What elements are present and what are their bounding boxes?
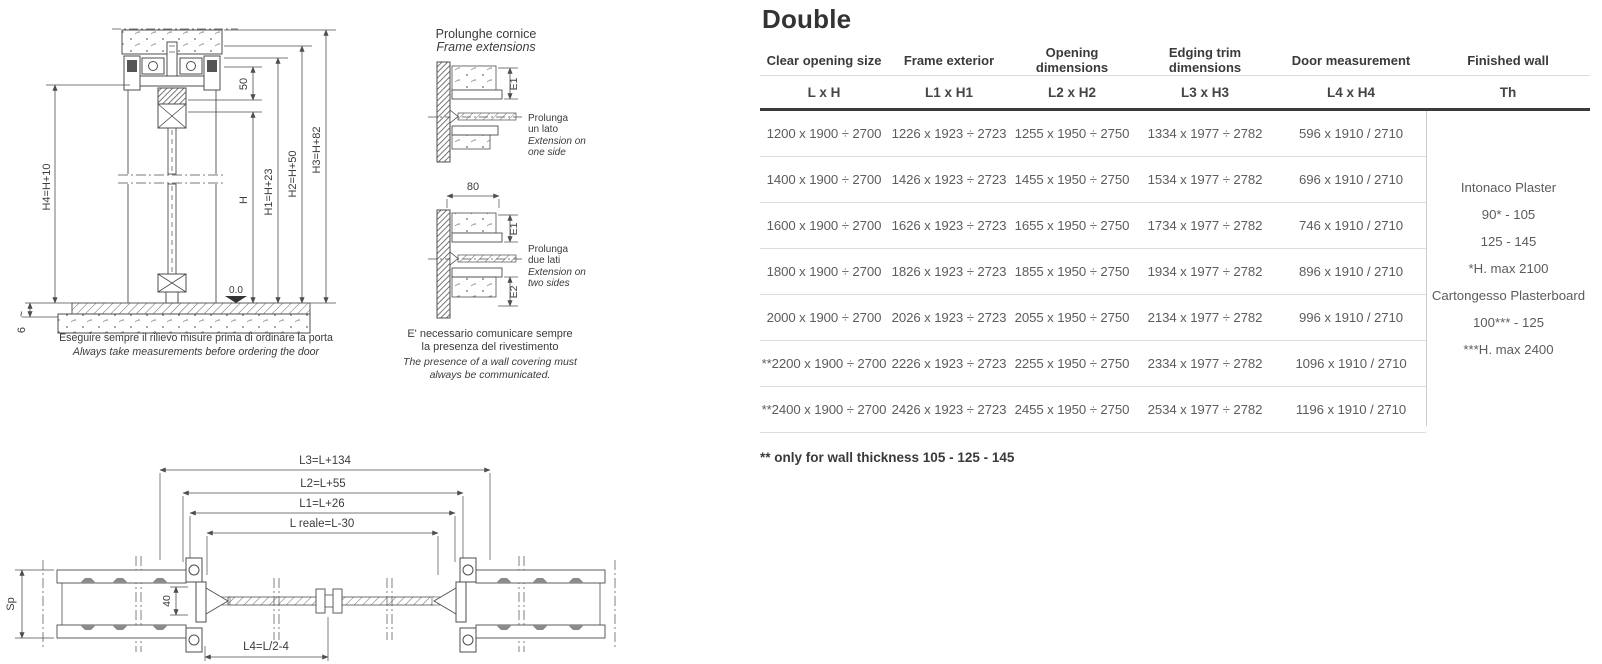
table-cell: 1400 x 1900 ÷ 2700 bbox=[766, 172, 882, 187]
table-cell: 2226 x 1923 ÷ 2723 bbox=[891, 356, 1007, 371]
dim-e2-label: E2 bbox=[508, 285, 520, 299]
table-row bbox=[760, 295, 1426, 341]
dim-h4-label: H4=H+10 bbox=[41, 163, 53, 211]
table-cell: 596 x 1910 / 2710 bbox=[1299, 126, 1403, 141]
frame-extensions-title-it: Prolunghe cornice bbox=[435, 27, 537, 41]
one-side-it-1: Prolunga bbox=[528, 113, 569, 124]
table-cell: 1096 x 1910 / 2710 bbox=[1295, 356, 1407, 371]
table-row bbox=[760, 249, 1426, 295]
table-body bbox=[760, 108, 1590, 433]
table-cell: 1734 x 1977 ÷ 2782 bbox=[1147, 218, 1263, 233]
dim-80-label: 80 bbox=[466, 181, 480, 193]
two-sides-it-1: Prolunga bbox=[528, 244, 569, 255]
table-cell: 1800 x 1900 ÷ 2700 bbox=[766, 264, 882, 279]
finished-wall-line: 100*** - 125 bbox=[1472, 315, 1545, 330]
table-cell: 2255 x 1950 ÷ 2750 bbox=[1014, 356, 1130, 371]
two-sides-en-1: Extension on bbox=[528, 267, 586, 278]
two-sides-it-2: due lati bbox=[528, 255, 561, 266]
subcol-l3xh3: L3 x H3 bbox=[1180, 84, 1230, 100]
table-cell: 1455 x 1950 ÷ 2750 bbox=[1014, 172, 1130, 187]
page-title: Double bbox=[762, 4, 852, 34]
dim-h-label: H bbox=[238, 196, 250, 204]
subcol-l2xh2: L2 x H2 bbox=[1047, 84, 1097, 100]
table-subheader-row bbox=[760, 76, 1590, 108]
table-cell: 1196 x 1910 / 2710 bbox=[1295, 402, 1407, 417]
table-cell: 2055 x 1950 ÷ 2750 bbox=[1014, 310, 1130, 325]
table-row bbox=[760, 341, 1426, 387]
col-opening-dimensions: Opening dimensions bbox=[1035, 45, 1109, 75]
dim-l4-label: L4=L/2-4 bbox=[243, 641, 289, 653]
covering-note-en-1: The presence of a wall covering must bbox=[403, 356, 577, 368]
vertical-section-caption-it: Eseguire sempre il rilievo misure prima di ordinare la porta bbox=[59, 332, 333, 344]
dim-e1a-label: E1 bbox=[508, 77, 520, 91]
finished-wall-line: ***H. max 2400 bbox=[1463, 342, 1554, 357]
dim-l1-label: L1=L+26 bbox=[299, 498, 345, 510]
dim-50-label: 50 bbox=[238, 77, 250, 91]
dim-l3-label: L3=L+134 bbox=[299, 455, 351, 467]
vertical-section-caption-en: Always take measurements before ordering the door bbox=[72, 346, 320, 358]
table-cell: 1334 x 1977 ÷ 2782 bbox=[1147, 126, 1263, 141]
table-cell: 1426 x 1923 ÷ 2723 bbox=[891, 172, 1007, 187]
finished-wall-line: Cartongesso Plasterboard bbox=[1431, 288, 1586, 303]
table-cell: 1655 x 1950 ÷ 2750 bbox=[1014, 218, 1130, 233]
dim-h2-label: H2=H+50 bbox=[287, 150, 299, 198]
dim-h3-label: H3=H+82 bbox=[311, 126, 323, 174]
dim-40-label: 40 bbox=[161, 595, 173, 607]
table-row bbox=[760, 387, 1426, 433]
dim-h1-label: H1=H+23 bbox=[263, 168, 275, 216]
table-cell: 1200 x 1900 ÷ 2700 bbox=[766, 126, 882, 141]
dim-lreale-label: L reale=L-30 bbox=[289, 518, 355, 530]
subcol-lxh: L x H bbox=[807, 84, 841, 100]
table-cell: 1855 x 1950 ÷ 2750 bbox=[1014, 264, 1130, 279]
frame-extensions-title-en: Frame extensions bbox=[436, 40, 536, 54]
table-cell: 2134 x 1977 ÷ 2782 bbox=[1147, 310, 1263, 325]
finished-wall-cell bbox=[1426, 111, 1590, 426]
covering-note-en-2: always be communicated. bbox=[429, 369, 551, 381]
table-footnote: ** only for wall thickness 105 - 125 - 145 bbox=[760, 450, 1015, 465]
table-cell: 1934 x 1977 ÷ 2782 bbox=[1147, 264, 1263, 279]
col-door-measurement: Door measurement bbox=[1291, 52, 1411, 68]
table-cell: 896 x 1910 / 2710 bbox=[1299, 264, 1403, 279]
table-cell: 996 x 1910 / 2710 bbox=[1299, 310, 1403, 325]
table-cell: 1226 x 1923 ÷ 2723 bbox=[891, 126, 1007, 141]
table-cell: **2200 x 1900 ÷ 2700 bbox=[761, 356, 887, 371]
finished-wall-line: *H. max 2100 bbox=[1468, 261, 1549, 276]
covering-note-it-2: la presenza del rivestimento bbox=[421, 341, 559, 353]
table-row bbox=[760, 157, 1426, 203]
table-cell: 2426 x 1923 ÷ 2723 bbox=[891, 402, 1007, 417]
table-cell: 2534 x 1977 ÷ 2782 bbox=[1147, 402, 1263, 417]
dim-e1b-label: E1 bbox=[508, 222, 520, 236]
table-cell: 1255 x 1950 ÷ 2750 bbox=[1014, 126, 1130, 141]
col-clear-opening-size: Clear opening size bbox=[766, 52, 882, 68]
technical-drawings bbox=[0, 0, 760, 664]
covering-note-it-1: E' necessario comunicare sempre bbox=[407, 328, 573, 340]
table-cell: 2000 x 1900 ÷ 2700 bbox=[766, 310, 882, 325]
level-marker-label: 0.0 bbox=[229, 285, 243, 296]
subcol-l1xh1: L1 x H1 bbox=[924, 84, 974, 100]
one-side-it-2: un lato bbox=[528, 124, 559, 135]
dim-l2-label: L2=L+55 bbox=[300, 478, 346, 490]
subcol-th: Th bbox=[1499, 84, 1517, 100]
double-size-table bbox=[760, 2, 1590, 465]
table-row bbox=[760, 111, 1426, 157]
table-cell: 2334 x 1977 ÷ 2782 bbox=[1147, 356, 1263, 371]
table-cell: **2400 x 1900 ÷ 2700 bbox=[761, 402, 887, 417]
dim-sp-label: Sp bbox=[5, 597, 17, 611]
table-cell: 746 x 1910 / 2710 bbox=[1299, 218, 1403, 233]
dim-6-approx: ~ bbox=[16, 310, 28, 318]
table-cell: 1534 x 1977 ÷ 2782 bbox=[1147, 172, 1263, 187]
dim-6-label: 6 bbox=[16, 326, 28, 334]
col-edging-trim-dimensions: Edging trim dimensions bbox=[1168, 45, 1242, 75]
table-cell: 1626 x 1923 ÷ 2723 bbox=[891, 218, 1007, 233]
table-cell: 2026 x 1923 ÷ 2723 bbox=[891, 310, 1007, 325]
col-finished-wall: Finished wall bbox=[1467, 52, 1549, 68]
table-cell: 1600 x 1900 ÷ 2700 bbox=[766, 218, 882, 233]
subcol-l4xh4: L4 x H4 bbox=[1326, 84, 1376, 100]
table-cell: 696 x 1910 / 2710 bbox=[1299, 172, 1403, 187]
table-row bbox=[760, 203, 1426, 249]
table-data-columns bbox=[760, 111, 1426, 433]
table-cell: 1826 x 1923 ÷ 2723 bbox=[891, 264, 1007, 279]
one-side-en-1: Extension on bbox=[528, 136, 586, 147]
two-sides-en-2: two sides bbox=[528, 278, 570, 289]
table-header-row bbox=[760, 45, 1590, 76]
col-frame-exterior: Frame exterior bbox=[903, 52, 995, 68]
finished-wall-line: Intonaco Plaster bbox=[1460, 180, 1557, 195]
one-side-en-2: one side bbox=[528, 147, 566, 158]
finished-wall-line: 125 - 145 bbox=[1480, 234, 1537, 249]
finished-wall-line: 90* - 105 bbox=[1481, 207, 1536, 222]
table-cell: 2455 x 1950 ÷ 2750 bbox=[1014, 402, 1130, 417]
